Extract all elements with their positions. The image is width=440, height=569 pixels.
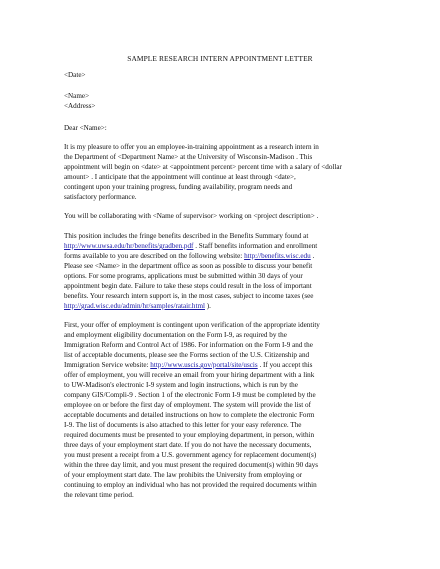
p3-line (64, 251, 314, 261)
p4-line: and employment eligibility documentation on the Form I-9, as required by the (64, 331, 287, 339)
p1-line: the Department of <Department Name> at the University of Wisconsin-Madison . This (64, 153, 313, 161)
letter-title: SAMPLE RESEARCH INTERN APPOINTMENT LETTER (127, 54, 313, 63)
p4-line: continuing to employ an individual who has not provided the required documents within (64, 481, 317, 489)
benefits-link[interactable]: http://benefits.wisc.edu (244, 252, 311, 260)
p3-text: . Staff benefits information and enrollment (193, 242, 318, 250)
salutation: Dear <Name>: (64, 124, 107, 132)
ratair-link[interactable]: http://grad.wisc.edu/admin/hr/samples/ratair.html (64, 302, 205, 310)
p4-line: list of acceptable documents, please see the Forms section of the U.S. Citizenship and (64, 351, 310, 359)
p1-line: satisfactory performance. (64, 193, 137, 201)
p1-line: appointment will begin on <date> at <appointment percent> percent time with a salary of <dollar (64, 163, 342, 171)
p3-line: Please see <Name> in the department office as soon as possible to discuss your benefit (64, 262, 313, 270)
p3-text: . (310, 252, 315, 260)
p4-text: . If you accept this (257, 361, 313, 369)
p4-line: within the three day limit, and you must present the required document(s) within 90 days (64, 461, 319, 469)
p4-line: to UW-Madison's electronic I-9 system and login instructions, which is run by the (64, 381, 298, 389)
gradben-link[interactable]: http://www.uwsa.edu/hr/benefits/gradben.pdf (64, 242, 194, 250)
p3-line: benefits. Your research intern support is, in the most cases, subject to income taxes (see (64, 292, 314, 300)
p4-line: acceptable documents and detailed instructions on how to complete the electronic Form (64, 411, 315, 419)
p3-line: appointment begin date. Failure to take these steps could result in the loss of important (64, 282, 312, 290)
p2-line: You will be collaborating with <Name of supervisor> working on <project description> . (64, 212, 319, 220)
p3-text: ). (205, 302, 211, 310)
p4-line: the relevant time period. (64, 491, 134, 499)
p3-line (64, 241, 317, 251)
p4-line: I-9. The list of documents is also attached to this letter for your easy reference. The (64, 421, 302, 429)
p3-line (64, 301, 211, 311)
p1-line: It is my pleasure to offer you an employee-in-training appointment as a research intern in (64, 143, 319, 151)
p4-line: offer of employment, you will receive an email from your hiring department with a link (64, 371, 315, 379)
p3-line: This position includes the fringe benefits described in the Benefits Summary found at (64, 232, 309, 240)
p4-line: company GIS/Compli-9 . Section 1 of the electronic Form I-9 must be completed by the (64, 391, 316, 399)
uscis-link[interactable]: http://www.uscis.gov/portal/site/uscis (150, 361, 258, 369)
p1-line: amount> . I anticipate that the appointment will continue at least through <date>, (64, 173, 296, 181)
p4-line: required documents must be presented to your employing department, in person, within (64, 431, 315, 439)
p4-line (64, 360, 312, 370)
p4-text: Immigration Service website: (64, 361, 151, 369)
p4-line: you must present a receipt from a U.S. government agency for replacement document(s) (64, 451, 317, 459)
p4-line: three days of your employment start date. If you do not have the necessary documents, (64, 441, 312, 449)
date-placeholder: <Date> (64, 71, 86, 79)
name-placeholder: <Name> (64, 92, 90, 100)
p4-line: Immigration Reform and Control Act of 1986. For information on the Form I-9 and the (64, 341, 313, 349)
p3-text: forms available to you are described on the following website: (64, 252, 245, 260)
p1-line: contingent upon your training progress, funding availability, program needs and (64, 183, 293, 191)
address-placeholder: <Address> (64, 102, 96, 110)
p3-line: options. For some programs, applications must be submitted within 30 days of your (64, 272, 303, 280)
p4-line: of your employment start date. The law prohibits the University from employing or (64, 471, 303, 479)
p4-line: First, your offer of employment is contingent upon verification of the appropriate identity (64, 321, 320, 329)
p4-line: employee on or before the first day of employment. The system will provide the list of (64, 401, 311, 409)
